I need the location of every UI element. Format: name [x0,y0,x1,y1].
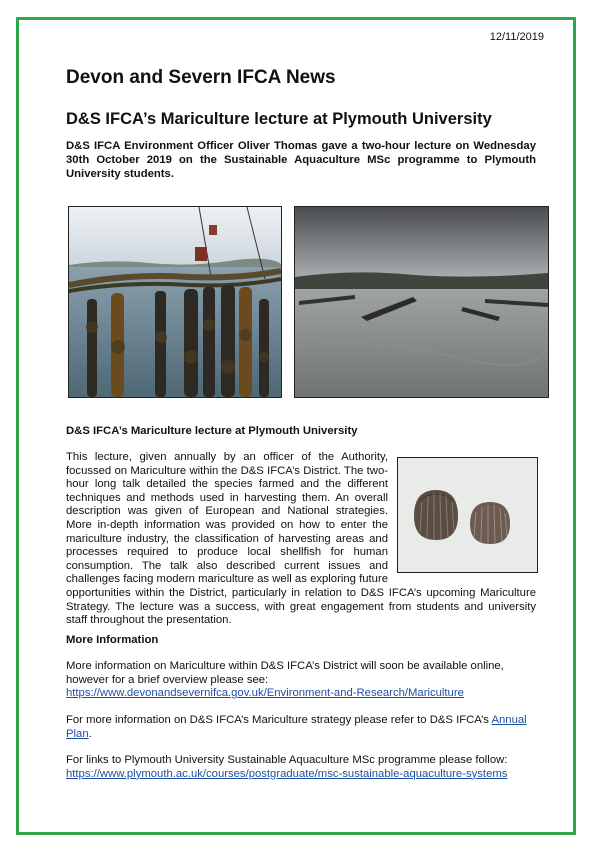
annual-plan-link[interactable]: Annual Plan [66,714,527,740]
mussel-ropes-photo [68,206,282,398]
article-title: D&S IFCA’s Mariculture lecture at Plymouth University [66,110,492,128]
more-info-strategy-text: For more information on D&S IFCA’s Mariculture strategy please refer to D&S IFCA’s [66,714,489,726]
lecture-description [66,451,536,628]
more-info-mariculture-text: More information on Mariculture within D&S IFCA’s District will soon be available online, however for a brief overview please see: [66,660,504,686]
more-info-heading: More Information [66,634,159,646]
lecture-description-text: This lecture, given annually by an officer of the Authority, focussed on Mariculture within the D&S IFCA’s District. The two-hour long talk detailed the species farmed and the different techniques and methods used in harvesting them. An overall description was given of European and National strategies. More in-depth information was provided on how to enter the mariculture industry, the classification of harvesting areas and processes required to produce local shellfish for human consumption. The talk also described current issues and challenges facing modern mariculture as well as exploring future opportunities within the District, particularly in relation to D&S IFCA’s upcoming Mariculture Strategy. The lecture was a success, with great engagement from students and university staff throughout the presentation. [66,451,536,627]
more-info-msc [66,754,536,781]
more-info-mariculture [66,660,536,701]
oyster-trestles-photo [294,206,549,398]
more-info-msc-text: For links to Plymouth University Sustainable Aquaculture MSc programme please follow: [66,754,508,766]
publication-date: 12/11/2019 [489,31,544,43]
more-info-strategy: For more information on D&S IFCA’s Mariculture strategy please refer to D&S IFCA’s Annual Plan. [66,714,527,740]
msc-programme-link[interactable]: https://www.plymouth.ac.uk/courses/postgraduate/msc-sustainable-aquaculture-systems [66,767,508,780]
intro-paragraph: D&S IFCA Environment Officer Oliver Thomas gave a two-hour lecture on Wednesday 30th October 2019 on the Sustainable Aquaculture MSc programme to Plymouth University students. [66,140,536,180]
section-heading: D&S IFCA’s Mariculture lecture at Plymouth University [66,425,358,437]
newsletter-title: Devon and Severn IFCA News [66,67,336,88]
mariculture-page-link[interactable]: https://www.devonandsevernifca.gov.uk/Environment-and-Research/Mariculture [66,687,464,700]
